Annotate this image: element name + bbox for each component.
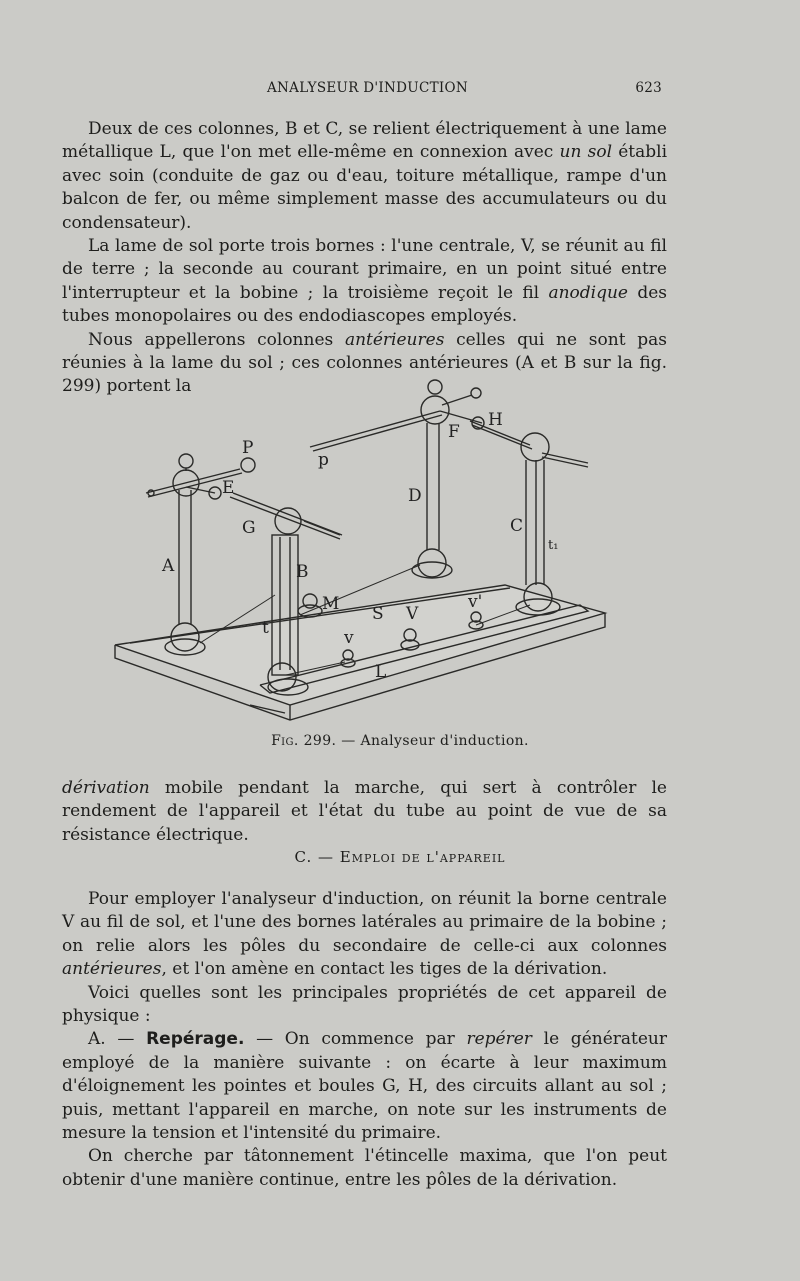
- label-E: E: [222, 478, 235, 498]
- label-V: V: [406, 604, 419, 624]
- paragraph-1: Deux de ces colonnes, B et C, se relient électriquement à une lame métallique L, que l'on met elle-même en connexion avec un sol établi avec soin (conduite de gaz ou d'eau, toiture métallique, rampe d'un balcon de fer, ou même simplement masse des accumulateurs ou du condensateur).: [62, 119, 668, 233]
- label-G: G: [242, 518, 256, 538]
- running-header: [62, 80, 662, 100]
- label-M: M: [322, 594, 340, 614]
- label-D: D: [408, 486, 422, 506]
- label-v-prime: v': [468, 592, 483, 612]
- page-number: 623: [635, 80, 662, 96]
- paragraph-8: On cherche par tâtonnement l'étincelle maxima, que l'on peut obtenir d'une manière continue, entre les pôles de la dérivation.: [62, 1146, 667, 1190]
- paragraph-6: Voici quelles sont les principales propriétés de cet appareil de physique :: [62, 982, 667, 1027]
- section-title: C. — Emploi de l'appareil: [294, 848, 506, 866]
- figure-number: Fig. 299.: [271, 733, 337, 749]
- label-C: C: [510, 516, 524, 536]
- label-S: S: [372, 604, 384, 624]
- column-a-drawing: [146, 454, 255, 655]
- label-t: t: [262, 618, 269, 638]
- column-d-drawing: [310, 380, 482, 578]
- label-A: A: [162, 556, 175, 576]
- label-F: F: [448, 422, 460, 442]
- label-v: v: [344, 628, 354, 648]
- paragraph-5: Pour employer l'analyseur d'induction, on réunit la borne centrale V au fil de sol, et l'une des bornes latérales au primaire de la bobine ; on relie alors les pôles du secondaire de celle-ci aux colonnes antérieures, et l'on amène en contact les tiges de la dérivation.: [62, 889, 667, 980]
- figure-caption: [0, 733, 800, 749]
- text-block-top: [62, 118, 667, 399]
- subsection-title: Repérage.: [146, 1029, 245, 1050]
- figure-induction-analyzer: [110, 375, 620, 725]
- label-B: B: [296, 562, 309, 582]
- label-t1: t₁: [548, 538, 559, 553]
- paragraph-2: La lame de sol porte trois bornes : l'une centrale, V, se réunit au fil de terre ; la seconde au courant primaire, en un point situé entre l'interrupteur et la bobine ; la troisième reçoit le fil anodique des tubes monopolaires ou des endodiascopes employés.: [62, 236, 667, 327]
- figure-caption-text: — Analyseur d'induction.: [341, 733, 529, 749]
- label-p: p: [318, 450, 329, 470]
- text-block-bottom: [62, 888, 667, 1192]
- label-L: L: [375, 662, 387, 682]
- running-title: ANALYSEUR D'INDUCTION: [267, 80, 468, 96]
- column-c-drawing: [470, 417, 588, 615]
- text-block-middle: [62, 777, 667, 847]
- base-plate-drawing: [115, 585, 605, 720]
- paragraph-7: A. — Repérage. — On commence par repérer le générateur employé de la manière suivante : on écarte à leur maximum d'éloignement les pointes et boules G, H, des circuits allant au sol ; puis, mettant l'appareil en marche, on note sur les instruments de mesure la tension et l'intensité du primaire.: [62, 1029, 667, 1144]
- paragraph-4: dérivation mobile pendant la marche, qui sert à contrôler le rendement de l'appareil et l'état du tube au point de vue de sa résistance électrique.: [62, 778, 667, 845]
- paragraph-3: Nous appellerons colonnes antérieures celles qui ne sont pas réunies à la lame du sol ; ces colonnes antérieures (A et B sur la fig. 299) portent la: [62, 329, 667, 397]
- label-H: H: [488, 410, 503, 430]
- label-P: P: [242, 438, 254, 458]
